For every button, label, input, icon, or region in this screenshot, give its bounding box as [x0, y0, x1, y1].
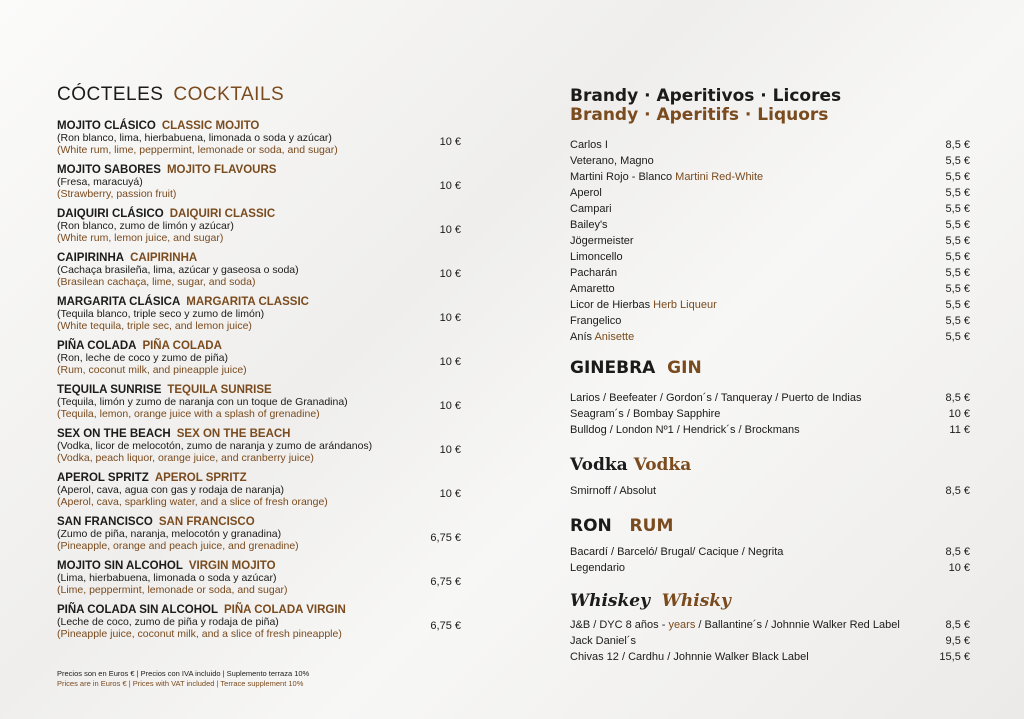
cocktail-desc-en: (Vodka, peach liquor, orange juice, and cranberry juice) — [57, 451, 314, 464]
cocktail-desc-en: (White rum, lemon juice, and sugar) — [57, 231, 224, 244]
item-name: Carlos I — [570, 139, 608, 151]
menu-row — [570, 265, 970, 281]
menu-row — [570, 201, 970, 217]
cocktail-name-en: SAN FRANCISCO — [158, 516, 255, 528]
item-name: Bacardí / Barceló/ Brugal/ Cacique / Negrita — [570, 546, 784, 558]
item-name: Anís — [570, 331, 593, 343]
item-price: 10 € — [948, 562, 970, 574]
cocktail-name-en: CAIPIRINHA — [130, 252, 198, 264]
cocktail-price: 10 € — [439, 180, 461, 192]
menu-row — [570, 633, 970, 649]
cocktail-name-es: MOJITO SIN ALCOHOL — [57, 560, 183, 572]
rum-title — [570, 517, 970, 536]
item-price: 10 € — [948, 408, 970, 420]
cocktail-name-en: DAIQUIRI CLASSIC — [169, 208, 276, 220]
item-name: Licor de Hierbas — [570, 299, 651, 311]
cocktail-item — [57, 164, 467, 208]
cocktail-name-es: APEROL SPRITZ — [57, 472, 149, 484]
cocktail-desc-en: (Pineapple juice, coconut milk, and a slice of fresh pineapple) — [57, 627, 342, 640]
menu-row — [570, 185, 970, 201]
cocktail-name-es: MARGARITA CLÁSICA — [57, 296, 181, 308]
cocktail-desc-en: (Aperol, cava, sparkling water, and a slice of fresh orange) — [57, 495, 328, 508]
menu-row — [570, 153, 970, 169]
cocktail-desc-es: (Cachaça brasileña, lima, azúcar y gaseosa o soda) — [57, 264, 299, 276]
item-name: Martini Rojo - Blanco — [570, 171, 673, 183]
cocktail-desc-es: (Tequila, limón y zumo de naranja con un toque de Granadina) — [57, 396, 348, 408]
item-price: 8,5 € — [945, 546, 970, 558]
cocktail-name-en: SEX ON THE BEACH — [176, 428, 291, 440]
cocktail-desc-es: (Fresa, maracuyá) — [57, 176, 143, 188]
cocktail-name-es: SAN FRANCISCO — [57, 516, 153, 528]
whisky-title — [570, 592, 970, 611]
item-name: Seagram´s / Bombay Sapphire — [570, 408, 721, 420]
cocktail-desc-en: (White tequila, triple sec, and lemon juice) — [57, 319, 252, 332]
item-price: 9,5 € — [945, 635, 970, 647]
cocktail-desc-es: (Aperol, cava, agua con gas y rodaja de naranja) — [57, 484, 285, 496]
item-price: 8,5 € — [945, 619, 970, 631]
item-price: 11 € — [949, 424, 970, 436]
cocktail-price: 10 € — [439, 268, 461, 280]
cocktails-title — [57, 84, 467, 106]
cocktail-name-en: VIRGIN MOJITO — [188, 560, 276, 572]
item-name: Amaretto — [570, 283, 615, 295]
item-price: 5,5 € — [945, 267, 970, 279]
cocktail-price: 10 € — [439, 356, 461, 368]
brandy-title-es: Brandy · Aperitivos · Licores — [570, 86, 842, 106]
vodka-title-es: Vodka — [570, 455, 628, 475]
cocktail-item — [57, 428, 467, 472]
menu-row — [570, 281, 970, 297]
cocktail-desc-en: (Tequila, lemon, orange juice with a splash of grenadine) — [57, 407, 320, 420]
menu-row — [570, 560, 970, 576]
cocktail-name-es: SEX ON THE BEACH — [57, 428, 171, 440]
cocktail-desc-es: (Zumo de piña, naranja, melocotón y granadina) — [57, 528, 282, 540]
cocktail-item — [57, 252, 467, 296]
cocktails-section — [57, 84, 467, 648]
cocktail-item — [57, 340, 467, 384]
cocktail-item — [57, 604, 467, 648]
rum-title-es: RON — [570, 516, 612, 536]
cocktail-name-es: TEQUILA SUNRISE — [57, 384, 162, 396]
item-name-en: Herb Liqueur — [653, 299, 717, 311]
menu-row — [570, 233, 970, 249]
cocktail-price: 10 € — [439, 400, 461, 412]
cocktail-desc-en: (White rum, lime, peppermint, lemonade or soda, and sugar) — [57, 143, 338, 156]
item-name-rest: / Ballantine´s / Johnnie Walker Red Label — [698, 619, 900, 631]
item-name: Frangelico — [570, 315, 622, 327]
menu-row — [570, 169, 970, 185]
item-name: Smirnoff / Absolut — [570, 485, 657, 497]
cocktail-name-en: MOJITO FLAVOURS — [166, 164, 277, 176]
item-price: 5,5 € — [945, 171, 970, 183]
cocktail-price: 6,75 € — [430, 576, 461, 588]
item-price: 5,5 € — [945, 315, 970, 327]
gin-title-en: GIN — [667, 358, 702, 378]
vodka-title — [570, 456, 970, 475]
item-price: 5,5 € — [945, 219, 970, 231]
cocktail-desc-es: (Tequila blanco, triple seco y zumo de limón) — [57, 308, 265, 320]
menu-row — [570, 544, 970, 560]
item-price: 5,5 € — [945, 331, 970, 343]
cocktail-name-es: CAIPIRINHA — [57, 252, 125, 264]
item-price: 5,5 € — [945, 235, 970, 247]
cocktail-price: 10 € — [439, 444, 461, 456]
item-name: Pacharán — [570, 267, 618, 279]
item-price: 5,5 € — [945, 283, 970, 295]
menu-row — [570, 217, 970, 233]
cocktail-desc-en: (Brasilean cachaça, lime, sugar, and soda) — [57, 275, 256, 288]
cocktail-price: 10 € — [439, 312, 461, 324]
item-price: 5,5 € — [945, 299, 970, 311]
menu-row — [570, 137, 970, 153]
cocktail-name-es: MOJITO SABORES — [57, 164, 161, 176]
cocktail-name-en: MARGARITA CLASSIC — [186, 296, 309, 308]
item-name: Jack Daniel´s — [570, 635, 637, 647]
cocktail-price: 10 € — [439, 488, 461, 500]
item-price: 5,5 € — [945, 203, 970, 215]
cocktail-price: 6,75 € — [430, 532, 461, 544]
item-price: 15,5 € — [939, 651, 970, 663]
item-name-en: Anisette — [594, 331, 635, 343]
item-price: 5,5 € — [945, 251, 970, 263]
item-name: Limoncello — [570, 251, 623, 263]
cocktail-name-en: PIÑA COLADA — [142, 340, 222, 352]
footnote-es: Precios son en Euros € | Precios con IVA incluido | Suplemento terraza 10% — [57, 669, 310, 678]
item-name: J&B / DYC 8 años - — [570, 619, 666, 631]
item-price: 8,5 € — [945, 485, 970, 497]
gin-title — [570, 359, 970, 378]
cocktail-item — [57, 208, 467, 252]
gin-title-es: GINEBRA — [570, 358, 656, 378]
cocktail-item — [57, 296, 467, 340]
item-name: Aperol — [570, 187, 602, 199]
cocktail-desc-es: (Lima, hierbabuena, limonada o soda y azúcar) — [57, 572, 277, 584]
cocktail-price: 10 € — [439, 136, 461, 148]
menu-row — [570, 483, 970, 499]
rum-title-en: RUM — [629, 516, 674, 536]
cocktail-desc-es: (Vodka, licor de melocotón, zumo de naranja y zumo de arándanos) — [57, 440, 373, 452]
cocktail-name-en: APEROL SPRITZ — [154, 472, 247, 484]
price-footnote — [57, 669, 309, 689]
item-name-en: years — [668, 619, 696, 631]
item-name: Chivas 12 / Cardhu / Johnnie Walker Black Label — [570, 651, 809, 663]
cocktail-name-es: PIÑA COLADA SIN ALCOHOL — [57, 604, 218, 616]
cocktail-name-es: DAIQUIRI CLÁSICO — [57, 208, 164, 220]
footnote-en: Prices are in Euros € | Prices with VAT included | Terrace supplement 10% — [57, 679, 304, 688]
menu-row — [570, 297, 970, 313]
item-price: 8,5 € — [945, 139, 970, 151]
item-price: 8,5 € — [945, 392, 970, 404]
cocktail-name-en: PIÑA COLADA VIRGIN — [224, 604, 346, 616]
menu-row — [570, 249, 970, 265]
menu-row — [570, 390, 970, 406]
item-name: Bulldog / London Nº1 / Hendrick´s / Brockmans — [570, 424, 800, 436]
brandy-title-en: Brandy · Aperitifs · Liquors — [570, 105, 829, 125]
menu-row — [570, 617, 970, 633]
cocktail-desc-en: (Strawberry, passion fruit) — [57, 187, 177, 200]
item-name: Veterano, Magno — [570, 155, 654, 167]
item-price: 5,5 € — [945, 187, 970, 199]
cocktail-price: 6,75 € — [430, 620, 461, 632]
cocktails-title-en: COCKTAILS — [173, 84, 285, 105]
cocktail-name-en: CLASSIC MOJITO — [161, 120, 260, 132]
cocktail-name-en: TEQUILA SUNRISE — [167, 384, 272, 396]
menu-row — [570, 422, 970, 438]
cocktails-title-es: CÓCTELES — [57, 84, 164, 105]
item-name: Legendario — [570, 562, 626, 574]
menu-row — [570, 649, 970, 665]
item-name: Larios / Beefeater / Gordon´s / Tanqueray / Puerto de Indias — [570, 392, 862, 404]
cocktail-item — [57, 516, 467, 560]
cocktail-item — [57, 472, 467, 516]
menu-row — [570, 329, 970, 345]
item-price: 5,5 € — [945, 155, 970, 167]
cocktail-item — [57, 560, 467, 604]
item-name: Campari — [570, 203, 612, 215]
cocktail-item — [57, 384, 467, 428]
cocktail-price: 10 € — [439, 224, 461, 236]
cocktail-item — [57, 120, 467, 164]
whisky-title-es: Whiskey — [570, 591, 650, 611]
cocktail-name-es: MOJITO CLÁSICO — [57, 120, 156, 132]
cocktail-desc-es: (Leche de coco, zumo de piña y rodaja de piña) — [57, 616, 279, 628]
cocktail-name-es: PIÑA COLADA — [57, 340, 137, 352]
cocktail-desc-es: (Ron, leche de coco y zumo de piña) — [57, 352, 229, 364]
item-name: Bailey's — [570, 219, 608, 231]
item-name-en: Martini Red-White — [675, 171, 764, 183]
cocktail-desc-es: (Ron blanco, lima, hierbabuena, limonada o soda y azúcar) — [57, 132, 332, 144]
cocktail-desc-es: (Ron blanco, zumo de limón y azúcar) — [57, 220, 234, 232]
menu-row — [570, 313, 970, 329]
menu-row — [570, 406, 970, 422]
cocktail-desc-en: (Pineapple, orange and peach juice, and grenadine) — [57, 539, 299, 552]
cocktail-desc-en: (Lime, peppermint, lemonade or soda, and sugar) — [57, 583, 288, 596]
item-name: Jögermeister — [570, 235, 634, 247]
cocktail-desc-en: (Rum, coconut milk, and pineapple juice) — [57, 363, 247, 376]
spirits-section — [570, 87, 970, 665]
whisky-title-en: Whisky — [661, 591, 731, 611]
vodka-title-en: Vodka — [633, 455, 692, 475]
